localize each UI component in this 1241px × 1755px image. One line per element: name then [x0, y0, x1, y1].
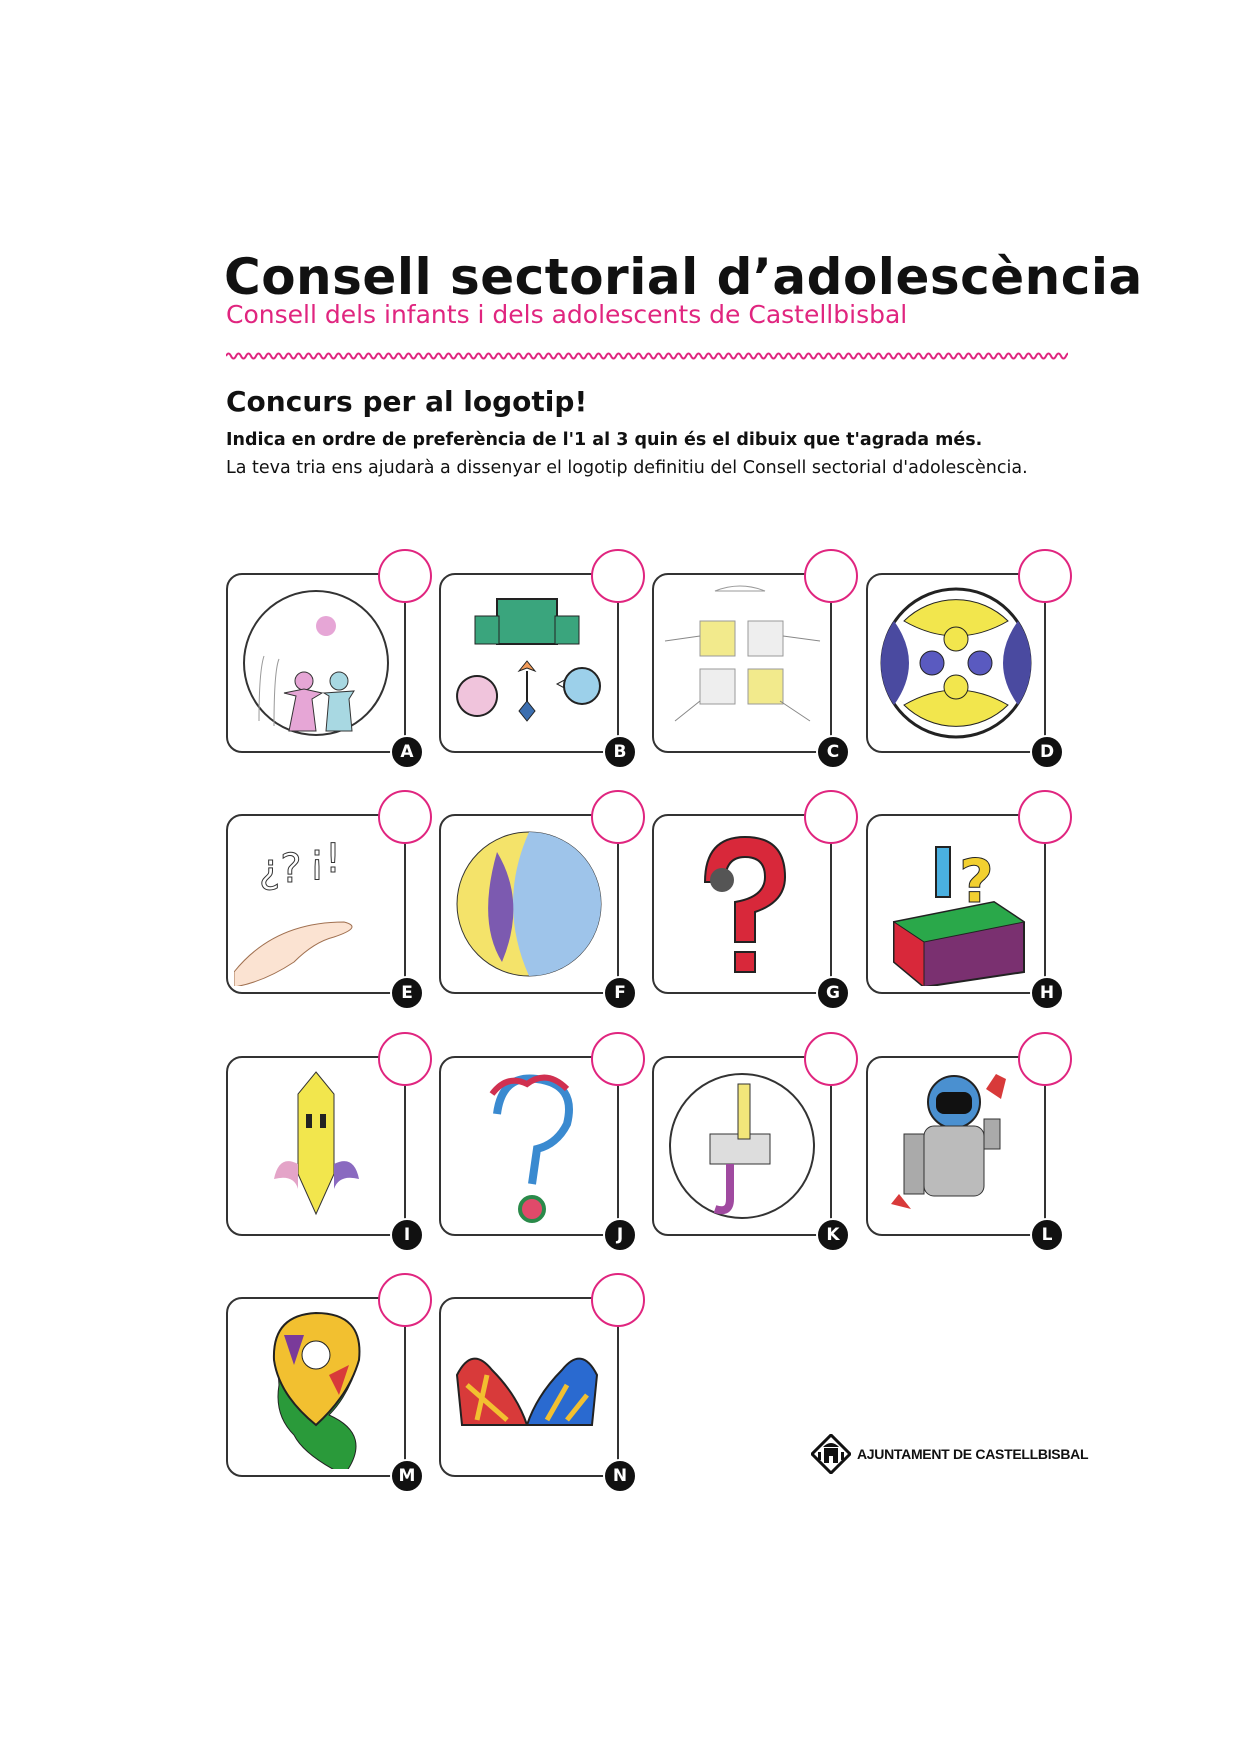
preference-rank-circle[interactable]: [591, 1032, 645, 1086]
entry-letter-badge: G: [816, 976, 850, 1010]
logo-entry-k: [652, 1056, 840, 1245]
preference-rank-circle[interactable]: [804, 1032, 858, 1086]
entry-letter-badge: H: [1030, 976, 1064, 1010]
page-subtitle: Consell dels infants i dels adolescents de Castellbisbal: [226, 300, 908, 329]
entry-letter-badge: A: [390, 735, 424, 769]
entry-letter-badge: L: [1030, 1218, 1064, 1252]
entry-letter-badge: E: [390, 976, 424, 1010]
ajuntament-logo: [811, 1434, 1088, 1474]
preference-rank-circle[interactable]: [1018, 1032, 1072, 1086]
preference-rank-circle[interactable]: [378, 549, 432, 603]
entry-letter-badge: B: [603, 735, 637, 769]
drawing-a-image: [234, 581, 398, 745]
logo-entry-m: [226, 1297, 416, 1486]
page-title: Consell sectorial d’adolescència: [224, 248, 1143, 306]
entry-letter-badge: C: [816, 735, 850, 769]
preference-rank-circle[interactable]: [378, 1032, 432, 1086]
logo-entry-h: [866, 814, 1055, 1003]
drawing-k-image: [660, 1064, 824, 1228]
contest-instruction: Indica en ordre de preferència de l'1 al 3 quin és el dibuix que t'agrada més.: [226, 430, 983, 450]
drawing-f-image: [447, 822, 611, 986]
preference-rank-circle[interactable]: [378, 1273, 432, 1327]
entry-letter-badge: J: [603, 1218, 637, 1252]
entry-letter-badge: M: [390, 1459, 424, 1493]
logo-entry-j: [439, 1056, 624, 1245]
entry-letter-badge: D: [1030, 735, 1064, 769]
logo-entry-b: [439, 573, 627, 762]
logo-entry-a: [226, 573, 414, 762]
drawing-d-image: [874, 581, 1038, 745]
svg-text:¡!: ¡!: [309, 836, 342, 882]
castellbisbal-crest-icon: [811, 1434, 851, 1474]
svg-text:?: ?: [959, 847, 994, 917]
entry-letter-badge: K: [816, 1218, 850, 1252]
drawing-m-image: [234, 1305, 398, 1469]
preference-rank-circle[interactable]: [591, 1273, 645, 1327]
drawing-h-image: [874, 822, 1038, 986]
logo-entry-d: [866, 573, 1055, 762]
logo-entry-e: [226, 814, 413, 1003]
logo-entry-f: [439, 814, 626, 1003]
drawing-e-image: [234, 822, 398, 986]
preference-rank-circle[interactable]: [804, 549, 858, 603]
drawing-n-image: [447, 1305, 611, 1469]
logo-entry-c: [652, 573, 840, 762]
preference-rank-circle[interactable]: [1018, 790, 1072, 844]
drawing-g-image: [660, 822, 824, 986]
entry-letter-badge: N: [603, 1459, 637, 1493]
logo-entry-l: [866, 1056, 1053, 1245]
preference-rank-circle[interactable]: [804, 790, 858, 844]
drawing-j-image: [447, 1064, 611, 1228]
logo-entry-i: [226, 1056, 411, 1245]
logo-entry-n: [439, 1297, 628, 1486]
drawing-i-image: [234, 1064, 398, 1228]
drawing-b-image: [447, 581, 611, 745]
wavy-divider: [226, 350, 1068, 362]
drawing-c-image: [660, 581, 824, 745]
entry-letter-badge: F: [603, 976, 637, 1010]
preference-rank-circle[interactable]: [378, 790, 432, 844]
entry-letter-badge: I: [390, 1218, 424, 1252]
preference-rank-circle[interactable]: [1018, 549, 1072, 603]
svg-text:¿?: ¿?: [259, 846, 302, 892]
preference-rank-circle[interactable]: [591, 549, 645, 603]
contest-heading: Concurs per al logotip!: [226, 385, 588, 418]
drawing-l-image: [874, 1064, 1038, 1228]
logo-text: AJUNTAMENT DE CASTELLBISBAL: [857, 1446, 1089, 1462]
contest-note: La teva tria ens ajudarà a dissenyar el logotip definitiu del Consell sectorial d'adolescència.: [226, 458, 1028, 478]
preference-rank-circle[interactable]: [591, 790, 645, 844]
logo-entry-g: [652, 814, 840, 1003]
